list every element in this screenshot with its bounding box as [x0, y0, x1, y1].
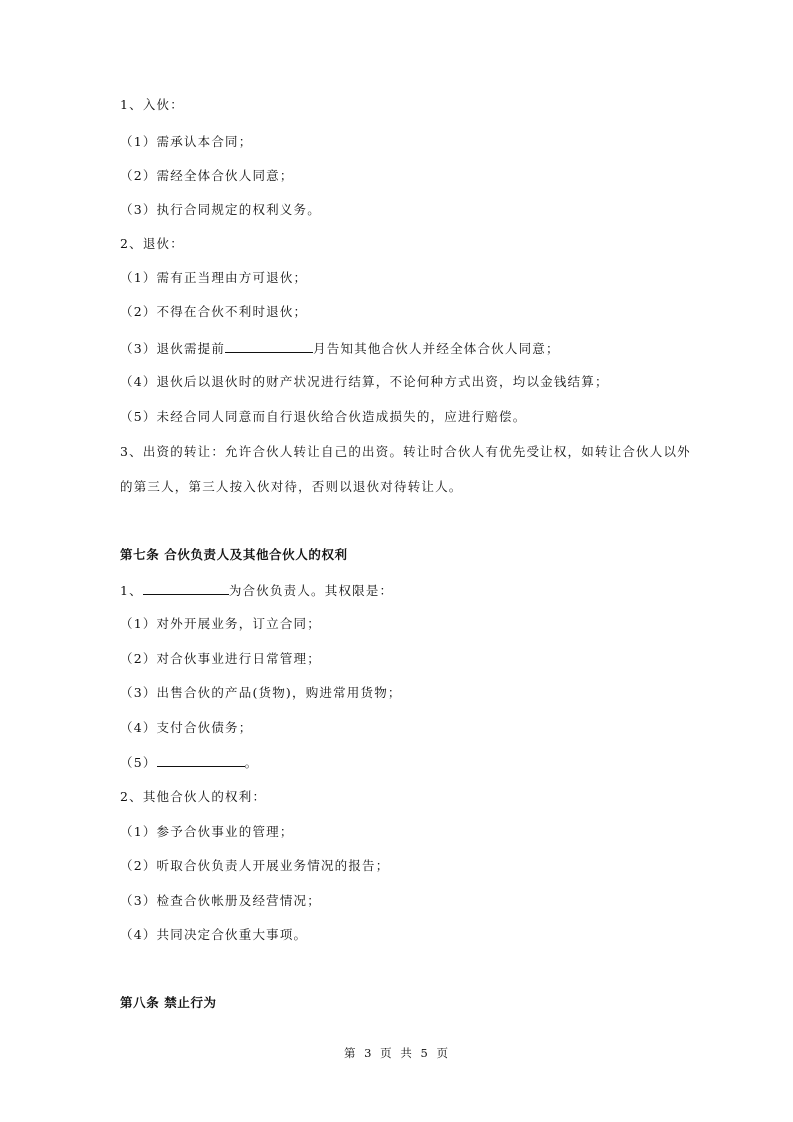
- text-line: （2）听取合伙负责人开展业务情况的报告；: [120, 858, 390, 873]
- text-line: 2、其他合伙人的权利：: [120, 789, 267, 804]
- text-line: （2）不得在合伙不利时退伙；: [120, 304, 308, 319]
- text-line: （1）需承认本合同；: [120, 134, 253, 149]
- text-line: （1）参予合伙事业的管理；: [120, 824, 294, 839]
- text-line: （2）需经全体合伙人同意；: [120, 168, 294, 183]
- text-line: 2、退伙：: [120, 236, 184, 251]
- text-line: （5）未经合同人同意而自行退伙给合伙造成损失的，应进行赔偿。: [120, 409, 527, 424]
- text-line: （2）对合伙事业进行日常管理；: [120, 651, 321, 666]
- text-line: （1）对外开展业务，订立合同；: [120, 616, 321, 631]
- text-segment: 月告知其他合伙人并经全体合伙人同意；: [313, 341, 560, 356]
- fill-in-blank[interactable]: [225, 340, 313, 353]
- text-line: （3）检查合伙帐册及经营情况；: [120, 893, 321, 908]
- text-line: （4）共同决定合伙重大事项。: [120, 927, 308, 942]
- section-heading: 第八条 禁止行为: [120, 995, 217, 1010]
- text-line: （3）执行合同规定的权利义务。: [120, 202, 321, 217]
- text-segment: （5）: [120, 755, 157, 770]
- text-line: （4）退伙后以退伙时的财产状况进行结算，不论何种方式出资，均以金钱结算；: [120, 374, 609, 389]
- text-segment: （3）退伙需提前: [120, 341, 226, 356]
- text-segment: 。: [244, 755, 259, 770]
- text-line: （3）出售合伙的产品(货物)，购进常用货物；: [120, 685, 402, 700]
- text-line: 1、入伙：: [120, 97, 184, 112]
- text-segment: 1、: [120, 583, 143, 598]
- text-line: [120, 582, 393, 599]
- text-line: （4）支付合伙债务；: [120, 720, 253, 735]
- text-line: [120, 340, 560, 357]
- text-line: 的第三人，第三人按入伙对待，否则以退伙对待转让人。: [120, 479, 463, 494]
- text-segment: 为合伙负责人。其权限是：: [228, 583, 394, 598]
- text-line: [120, 754, 258, 771]
- section-heading: 第七条 合伙负责人及其他合伙人的权利: [120, 547, 348, 562]
- fill-in-blank[interactable]: [157, 754, 245, 767]
- fill-in-blank[interactable]: [143, 582, 229, 595]
- page-footer: 第 3 页 共 5 页: [344, 1046, 449, 1060]
- text-line: 3、出资的转让：允许合伙人转让自己的出资。转让时合伙人有优先受让权，如转让合伙人以外: [120, 444, 691, 459]
- text-line: （1）需有正当理由方可退伙；: [120, 270, 308, 285]
